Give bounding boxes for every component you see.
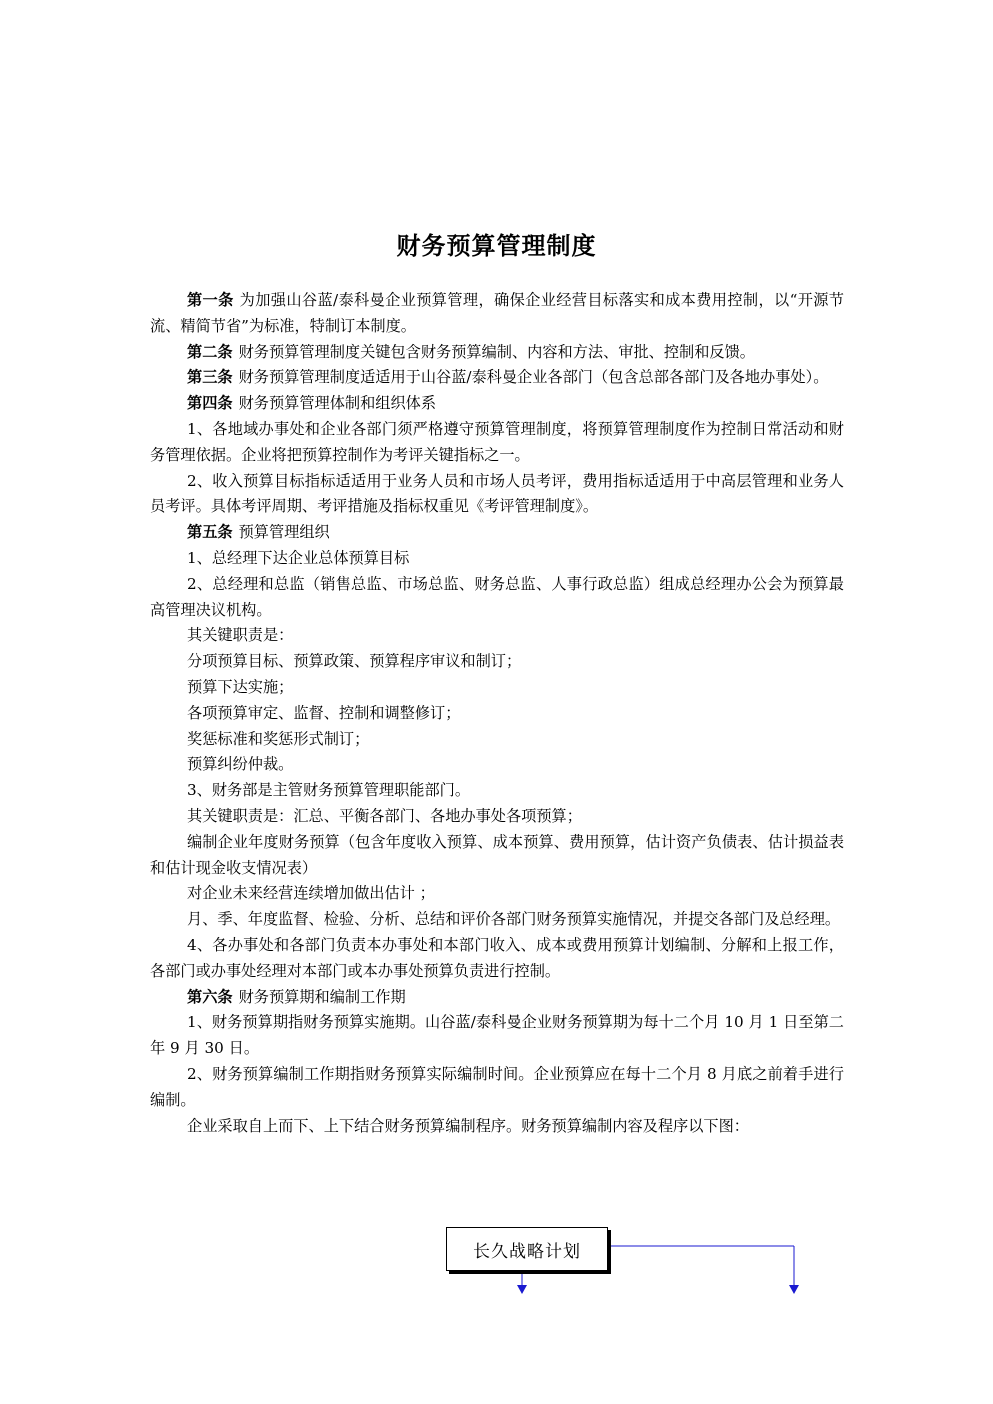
paragraph: [150, 288, 844, 340]
paragraph: [150, 804, 844, 830]
paragraph-text: 财务预算管理制度关键包含财务预算编制、内容和方法、审批、控制和反馈。: [238, 342, 755, 361]
arrow-down-icon: [789, 1285, 799, 1294]
article-label: 第二条: [187, 342, 233, 361]
paragraph-text: 对企业未来经营连续增加做出估计 ；: [187, 884, 435, 903]
paragraph: [150, 520, 844, 546]
paragraph: [150, 469, 844, 521]
document-title: 财务预算管理制度: [396, 232, 597, 260]
article-label: 第一条: [187, 291, 234, 309]
paragraph: [150, 417, 844, 469]
arrow-down-icon: [517, 1285, 527, 1294]
paragraph: [150, 1010, 844, 1062]
flowchart-box-strategic-plan: 长久战略计划: [446, 1227, 608, 1271]
paragraph-text: 2、财务预算编制工作期指财务预算实际编制时间。企业预算应在每十二个月 8 月底之前着手进行编制。: [150, 1064, 844, 1109]
paragraph-text: 预算下达实施；: [187, 677, 294, 696]
paragraph: [150, 907, 844, 933]
paragraph: [150, 675, 844, 701]
paragraph-text: 分项预算目标、预算政策、预算程序审议和制订；: [187, 652, 522, 671]
paragraph-text: 1、总经理下达企业总体预算目标: [187, 548, 410, 567]
paragraph-text: 1、财务预算期指财务预算实施期。山谷蓝/泰科曼企业财务预算期为每十二个月 10 月 1 日至第二年 9 月 30 日。: [150, 1013, 844, 1058]
article-label: 第四条: [187, 394, 233, 413]
paragraph-text: 为加强山谷蓝/泰科曼企业预算管理，确保企业经营目标落实和成本费用控制，以“开源节流、精简节省”为标准，特制订本制度。: [150, 291, 844, 335]
paragraph: [150, 1114, 844, 1140]
paragraph-text: 4、各办事处和各部门负责本办事处和本部门收入、成本或费用预算计划编制、分解和上报工作，各部门或办事处经理对本部门或本办事处预算负责进行控制。: [150, 935, 844, 980]
paragraph-text: 其关键职责是：汇总、平衡各部门、各地办事处各项预算；: [187, 806, 582, 825]
paragraph: [150, 985, 844, 1011]
paragraph: [150, 546, 844, 572]
paragraph: [150, 623, 844, 649]
paragraph-text: 编制企业年度财务预算（包含年度收入预算、成本预算、费用预算，估计资产负债表、估计损益表和估计现金收支情况表）: [150, 832, 844, 877]
paragraph: [150, 365, 844, 391]
paragraph-text: 其关键职责是：: [187, 626, 294, 645]
paragraph: [150, 1062, 844, 1114]
paragraph-text: 财务预算管理制度适适用于山谷蓝/泰科曼企业各部门（包含总部各部门及各地办事处）。: [238, 368, 829, 387]
paragraph: [150, 727, 844, 753]
paragraph-text: 月、季、年度监督、检验、分析、总结和评价各部门财务预算实施情况，并提交各部门及总经理。: [187, 910, 841, 929]
paragraph: [150, 778, 844, 804]
paragraph: [150, 701, 844, 727]
paragraph-text: 1、各地域办事处和企业各部门须严格遵守预算管理制度，将预算管理制度作为控制日常活动和财务管理依据。企业将把预算控制作为考评关键指标之一。: [150, 419, 844, 464]
paragraph-text: 预算纠纷仲裁。: [187, 755, 294, 774]
paragraph: [150, 933, 844, 985]
paragraph: [150, 881, 844, 907]
paragraph-text: 3、财务部是主管财务预算管理职能部门。: [187, 781, 471, 800]
paragraph-text: 2、收入预算目标指标适适用于业务人员和市场人员考评，费用指标适适用于中高层管理和业务人员考评。具体考评周期、考评措施及指标权重见《考评管理制度》。: [150, 471, 844, 516]
paragraph-text: 企业采取自上而下、上下结合财务预算编制程序。财务预算编制内容及程序以下图：: [187, 1116, 749, 1135]
paragraph-text: 2、总经理和总监（销售总监、市场总监、财务总监、人事行政总监）组成总经理办公会为预算最高管理决议机构。: [150, 574, 844, 619]
paragraph-text: 预算管理组织: [238, 523, 330, 542]
paragraph: [150, 340, 844, 366]
article-label: 第六条: [187, 987, 233, 1006]
paragraph: [150, 572, 844, 624]
paragraph-text: 奖惩标准和奖惩形式制订；: [187, 729, 370, 748]
paragraph-text: 财务预算管理体制和组织体系: [238, 394, 436, 413]
document-body: [150, 288, 844, 1139]
paragraph: [150, 391, 844, 417]
paragraph: [150, 830, 844, 882]
paragraph: [150, 752, 844, 778]
article-label: 第五条: [187, 523, 233, 542]
paragraph: [150, 649, 844, 675]
article-label: 第三条: [187, 368, 233, 387]
paragraph-text: 各项预算审定、监督、控制和调整修订；: [187, 703, 461, 722]
paragraph-text: 财务预算期和编制工作期: [238, 987, 406, 1006]
